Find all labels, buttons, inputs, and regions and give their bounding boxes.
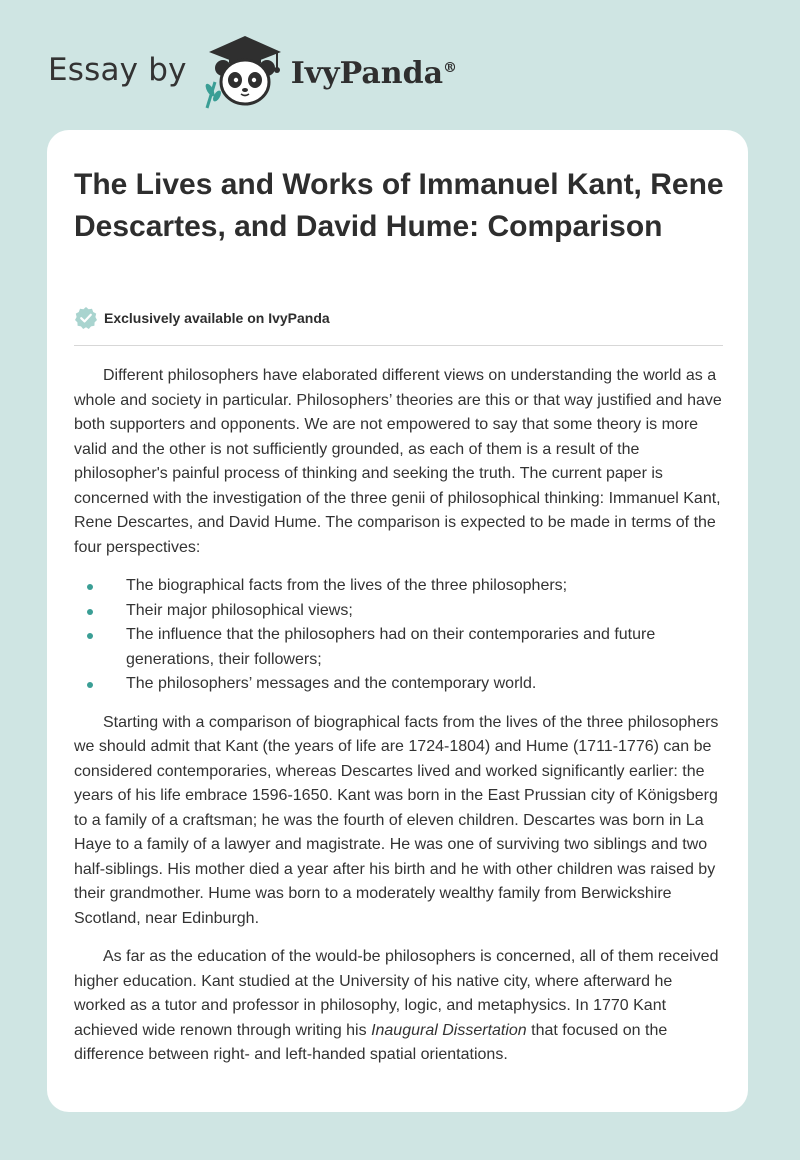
essay-body: [74, 364, 724, 1082]
teal-dot-icon: [87, 609, 93, 615]
exclusive-badge: [74, 306, 330, 330]
brand-name[interactable]: IvyPanda®: [290, 55, 458, 91]
page-title: The Lives and Works of Immanuel Kant, Rene Descartes, and David Hume: Comparison: [74, 168, 724, 243]
list-item-text: The philosophers’ messages and the contemporary world.: [126, 675, 537, 692]
panda-graduation-cap-icon[interactable]: [199, 30, 287, 110]
teal-dot-icon: [87, 633, 93, 639]
title-divider: [74, 345, 723, 346]
teal-dot-icon: [87, 682, 93, 688]
education-text-start: As far as the education of the would-be philosophers is concerned, all of them received higher education. Kant studied at the University of his native city, where afterward he worked as a tutor and professor in philosophy, logic, and metaphysics. In 1770 Kant achieved wide renown through writing his: [74, 948, 719, 1039]
list-item-text: The biographical facts from the lives of the three philosophers;: [126, 577, 568, 594]
education-paragraph: [74, 945, 724, 1068]
checkmark-badge-icon: [74, 306, 98, 330]
exclusive-label: Exclusively available on IvyPanda: [104, 310, 330, 326]
education-text-end: that focused on the difference between right- and left-handed spatial orientations.: [74, 1021, 668, 1063]
teal-dot-icon: [87, 584, 93, 590]
list-item-text: The influence that the philosophers had on their contemporaries and future generations, their followers;: [126, 626, 656, 668]
essay-card: [47, 130, 748, 1112]
biography-paragraph: Starting with a comparison of biographical facts from the lives of the three philosophers we should admit that Kant (the years of life are 1724-1804) and Hume (1711-1776) can be considered contemporaries, whereas Descartes lived and worked significantly earlier: the years of his life embrace 1596-1650. Kant was born in the East Prussian city of Königsberg to a family of a craftsman; he was the fourth of eleven children. Descartes was born in La Haye to a family of a lawyer and magistrate. He was one of surviving two siblings and two half-siblings. His mother died a year after his birth and he with other children was raised by their grandmother. Hume was born to a moderately wealthy family from Berwickshire Scotland, near Edinburgh.: [74, 713, 719, 927]
list-item: [74, 599, 724, 624]
brand-prefix: Essay by: [48, 52, 187, 88]
list-item: [74, 574, 724, 599]
list-item: [74, 672, 724, 697]
list-item-text: Their major philosophical views;: [126, 601, 353, 619]
list-item: [74, 623, 724, 672]
intro-paragraph: Different philosophers have elaborated different views on understanding the world as a whole and society in particular. Philosophers’ theories are this or that way justified and have both supporters and opponents. We are not empowered to say that some theory is more valid and the other is not sufficiently grounded, as each of them is a result of the philosopher's painful process of thinking and seeking the truth. The current paper is concerned with the investigation of the three genii of philosophical thinking: Immanuel Kant, Rene Descartes, and David Hume. The comparison is expected to be made in terms of the four perspectives:: [74, 367, 722, 556]
site-header: [48, 30, 457, 110]
dissertation-title: Inaugural Dissertation: [371, 1021, 527, 1039]
perspectives-list: [74, 574, 724, 697]
